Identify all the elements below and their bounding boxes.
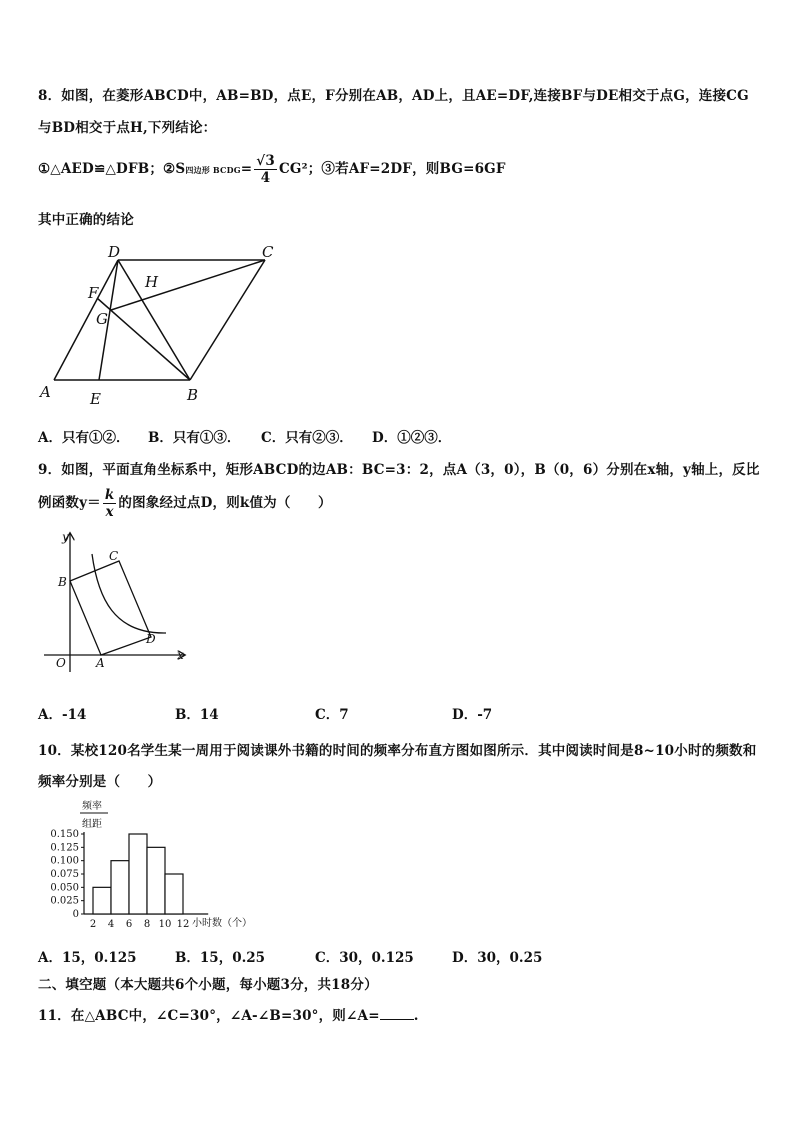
rhombus-figure xyxy=(36,240,286,410)
ylabel-bottom: 组距 xyxy=(82,819,102,830)
label-c: C xyxy=(109,549,119,563)
q9-line2 xyxy=(38,484,332,522)
q10-option-a[interactable]: A．15，0.125 xyxy=(38,950,137,966)
y-tick-label: 0.100 xyxy=(50,855,79,867)
y-tick-label: 0.025 xyxy=(50,895,79,907)
label-a: A xyxy=(96,656,105,670)
x-tick-label: 2 xyxy=(89,919,97,930)
q11-end: . xyxy=(413,1008,419,1024)
q10-option-d[interactable]: D．30，0.25 xyxy=(452,950,543,966)
q8-fraction xyxy=(254,153,277,186)
ylabel-top: 频率 xyxy=(82,801,102,812)
label-d: D xyxy=(146,632,156,646)
q9-frac-num: k xyxy=(104,487,115,503)
y-tick-label: 0.125 xyxy=(50,842,79,854)
label-d: D xyxy=(108,243,121,261)
q9-line2-start: 例函数y＝ xyxy=(38,495,101,511)
q8-equals: = xyxy=(240,161,253,177)
q8-frac-num: √3 xyxy=(256,153,275,169)
q9-option-d[interactable]: D．-7 xyxy=(452,707,493,723)
label-h: H xyxy=(145,273,159,291)
q9-line2-end: 的图象经过点D，则k值为（ ） xyxy=(118,495,332,511)
hyperbola-curve xyxy=(92,554,166,633)
xlabel: 小时数（个） xyxy=(192,918,252,929)
y-tick-label: 0.150 xyxy=(50,829,79,840)
label-b: B xyxy=(58,575,67,589)
x-tick-label: 12 xyxy=(176,919,190,930)
x-tick-label: 10 xyxy=(158,919,172,930)
q8-option-a[interactable]: A．只有①②． xyxy=(38,430,130,446)
label-x: x xyxy=(177,648,184,662)
q11-answer-blank[interactable] xyxy=(380,1007,414,1020)
q9-fraction xyxy=(103,487,117,520)
label-g: G xyxy=(96,310,108,328)
label-o: O xyxy=(56,656,66,670)
q9-option-c[interactable]: C．7 xyxy=(315,707,349,723)
q9-option-b[interactable]: B．14 xyxy=(175,707,219,723)
label-b: B xyxy=(187,386,199,404)
histogram-bar xyxy=(111,861,129,914)
y-tick-label: 0.050 xyxy=(50,882,79,894)
histogram-bar xyxy=(93,887,111,914)
side-bc xyxy=(190,260,265,380)
q9-frac-den: x xyxy=(105,504,114,520)
histogram-bar xyxy=(165,874,183,914)
q8-frac-den: 4 xyxy=(260,170,271,186)
q10-line2: 频率分别是（ ） xyxy=(38,774,162,790)
x-tick-label: 6 xyxy=(125,919,133,930)
q8-conclusions xyxy=(38,152,506,186)
q10-option-c[interactable]: C．30，0.125 xyxy=(315,950,414,966)
q8-line1: 8．如图，在菱形ABCD中，AB=BD，点E，F分别在AB，AD上，且AE=DF,连接BF与DE相交于点G，连接CG xyxy=(38,88,749,104)
q10-option-b[interactable]: B．15，0.25 xyxy=(175,950,266,966)
q10-line1: 10．某校120名学生某一周用于阅读课外书籍的时间的频率分布直方图如图所示．其中阅读时间是8~10小时的频数和 xyxy=(38,743,757,759)
q8-conclusion-part1: ①△AED≌△DFB；②S xyxy=(38,161,186,177)
q11-line xyxy=(38,1004,419,1024)
y-tick-label: 0.075 xyxy=(50,869,79,880)
label-y: y xyxy=(62,530,69,544)
segment-cg xyxy=(111,260,265,310)
x-tick-label: 4 xyxy=(107,919,115,930)
histogram-bar xyxy=(129,834,147,914)
q8-conclusion-part2: CG²；③若AF=2DF，则BG=6GF xyxy=(278,161,506,177)
section2-heading: 二、填空题（本大题共6个小题，每小题3分，共18分） xyxy=(38,977,378,993)
q8-area-subscript: 四边形 BCDG xyxy=(185,165,241,175)
q9-line1: 9．如图，平面直角坐标系中，矩形ABCD的边AB：BC=3：2，点A（3，0），B（0，6）分别在x轴，y轴上，反比 xyxy=(38,462,760,478)
q8-option-b[interactable]: B．只有①③． xyxy=(148,430,241,446)
q8-option-d[interactable]: D．①②③． xyxy=(372,430,452,446)
q8-line2: 与BD相交于点H,下列结论： xyxy=(38,120,217,136)
segment-bf xyxy=(97,298,190,380)
q11-text: 11．在△ABC中，∠C=30°，∠A-∠B=30°，则∠A= xyxy=(38,1008,380,1024)
q8-line4: 其中正确的结论 xyxy=(38,212,134,228)
y-tick-label: 0 xyxy=(72,909,79,920)
coordinate-figure xyxy=(36,526,196,676)
x-tick-label: 8 xyxy=(143,919,151,930)
frequency-histogram xyxy=(36,795,266,935)
label-f: F xyxy=(88,284,99,302)
label-e: E xyxy=(90,390,101,408)
label-a: A xyxy=(40,383,51,401)
histogram-bar xyxy=(147,847,165,914)
q9-option-a[interactable]: A．-14 xyxy=(38,707,87,723)
label-c: C xyxy=(262,243,274,261)
q8-option-c[interactable]: C．只有②③． xyxy=(261,430,353,446)
